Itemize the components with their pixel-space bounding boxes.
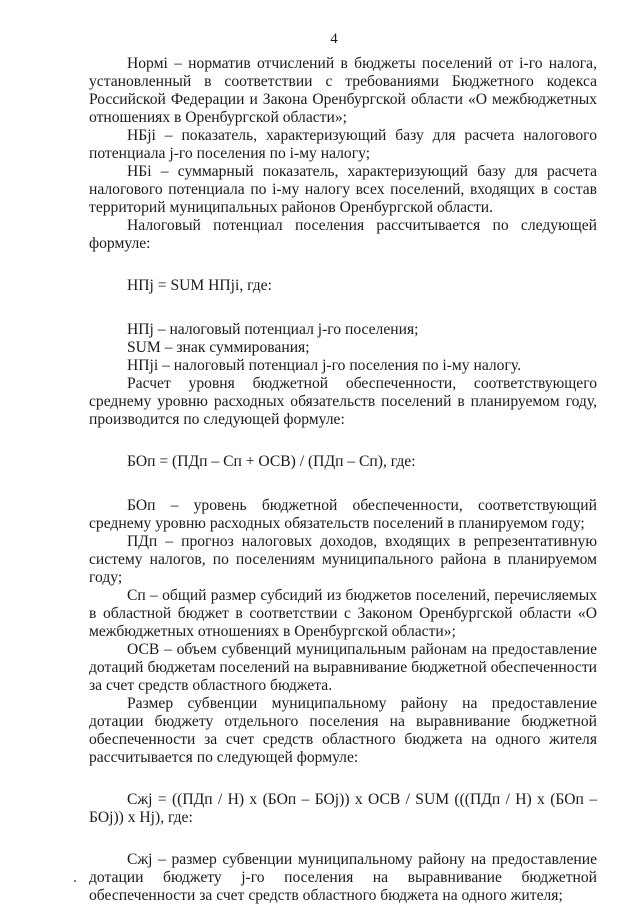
definition-sp: Сп – общий размер субсидий из бюджетов поселений, перечисляемых в областной бюджет в соответствии с Законом Оренбургской области «О межбюджетных отношениях в Оренбургской области»; [89, 587, 597, 640]
definition-npji: НПji – налоговый потенциал j-го поселения по i-му налогу. [127, 357, 521, 374]
paragraph-subvention-intro: Размер субвенции муниципальному району на предоставление дотации бюджету отдельного поселения на выравнивание бюджетной обеспеченности за счет средств областного бюджета на одного жителя рассчитывается по следующей формуле: [89, 695, 597, 766]
definition-pdp: ПДп – прогноз налоговых доходов, входящих в репрезентативную систему налогов, по поселениям муниципального района в планируемом году; [89, 533, 597, 586]
definition-osv: ОСВ – объем субвенций муниципальным районам на предоставление дотаций бюджетам поселений на выравнивание бюджетной обеспеченности за счет средств областного бюджета. [89, 641, 597, 694]
definition-norm: Нормi – норматив отчислений в бюджеты поселений от i-го налога, установленный в соответствии с требованиями Бюджетного кодекса Российской Федерации и Закона Оренбургской области «О межбюджетных отношениях в Оренбургской области»; [89, 55, 597, 126]
paragraph-budget-sufficiency-intro: Расчет уровня бюджетной обеспеченности, соответствующего среднему уровню расходных обязательств поселений в планируемом году, производится по следующей формуле: [89, 375, 597, 428]
definition-npj: НПj – налоговый потенциал j-го поселения; [127, 321, 419, 338]
definition-bop: БОп – уровень бюджетной обеспеченности, соответствующий среднему уровню расходных обязательств поселений в планируемом году; [89, 497, 597, 532]
formula-subvention: Cжj = ((ПДп / Н) х (БОп – БОj)) х ОСВ / SUM (((ПДп / Н) х (БОп – БОj)) х Нj), где: [89, 791, 597, 826]
formula-intro-tax-potential: Налоговый потенциал поселения рассчитывается по следующей формуле: [89, 217, 597, 252]
scan-speck [74, 880, 76, 882]
formula-tax-potential: НПj = SUM НПji, где: [127, 277, 272, 294]
formula-budget-sufficiency: БОп = (ПДп – Сп + ОСВ) / (ПДп – Сп), где: [127, 453, 416, 470]
definition-czhj: Cжj – размер субвенции муниципальному району на предоставление дотации бюджету j-го поселения на выравнивание бюджетной обеспеченности за счет средств областного бюджета на одного жителя; [89, 851, 597, 904]
definition-nbji: НБji – показатель, характеризующий базу для расчета налогового потенциала j-го поселения по i-му налогу; [89, 127, 597, 162]
document-body [89, 55, 597, 905]
page-number: 4 [330, 31, 338, 47]
definition-nbi: НБi – суммарный показатель, характеризующий базу для расчета налогового потенциала по i-му налогу всех поселений, входящих в состав территорий муниципальных районов Оренбургской области. [89, 163, 597, 216]
definition-sum: SUM – знак суммирования; [127, 339, 310, 356]
